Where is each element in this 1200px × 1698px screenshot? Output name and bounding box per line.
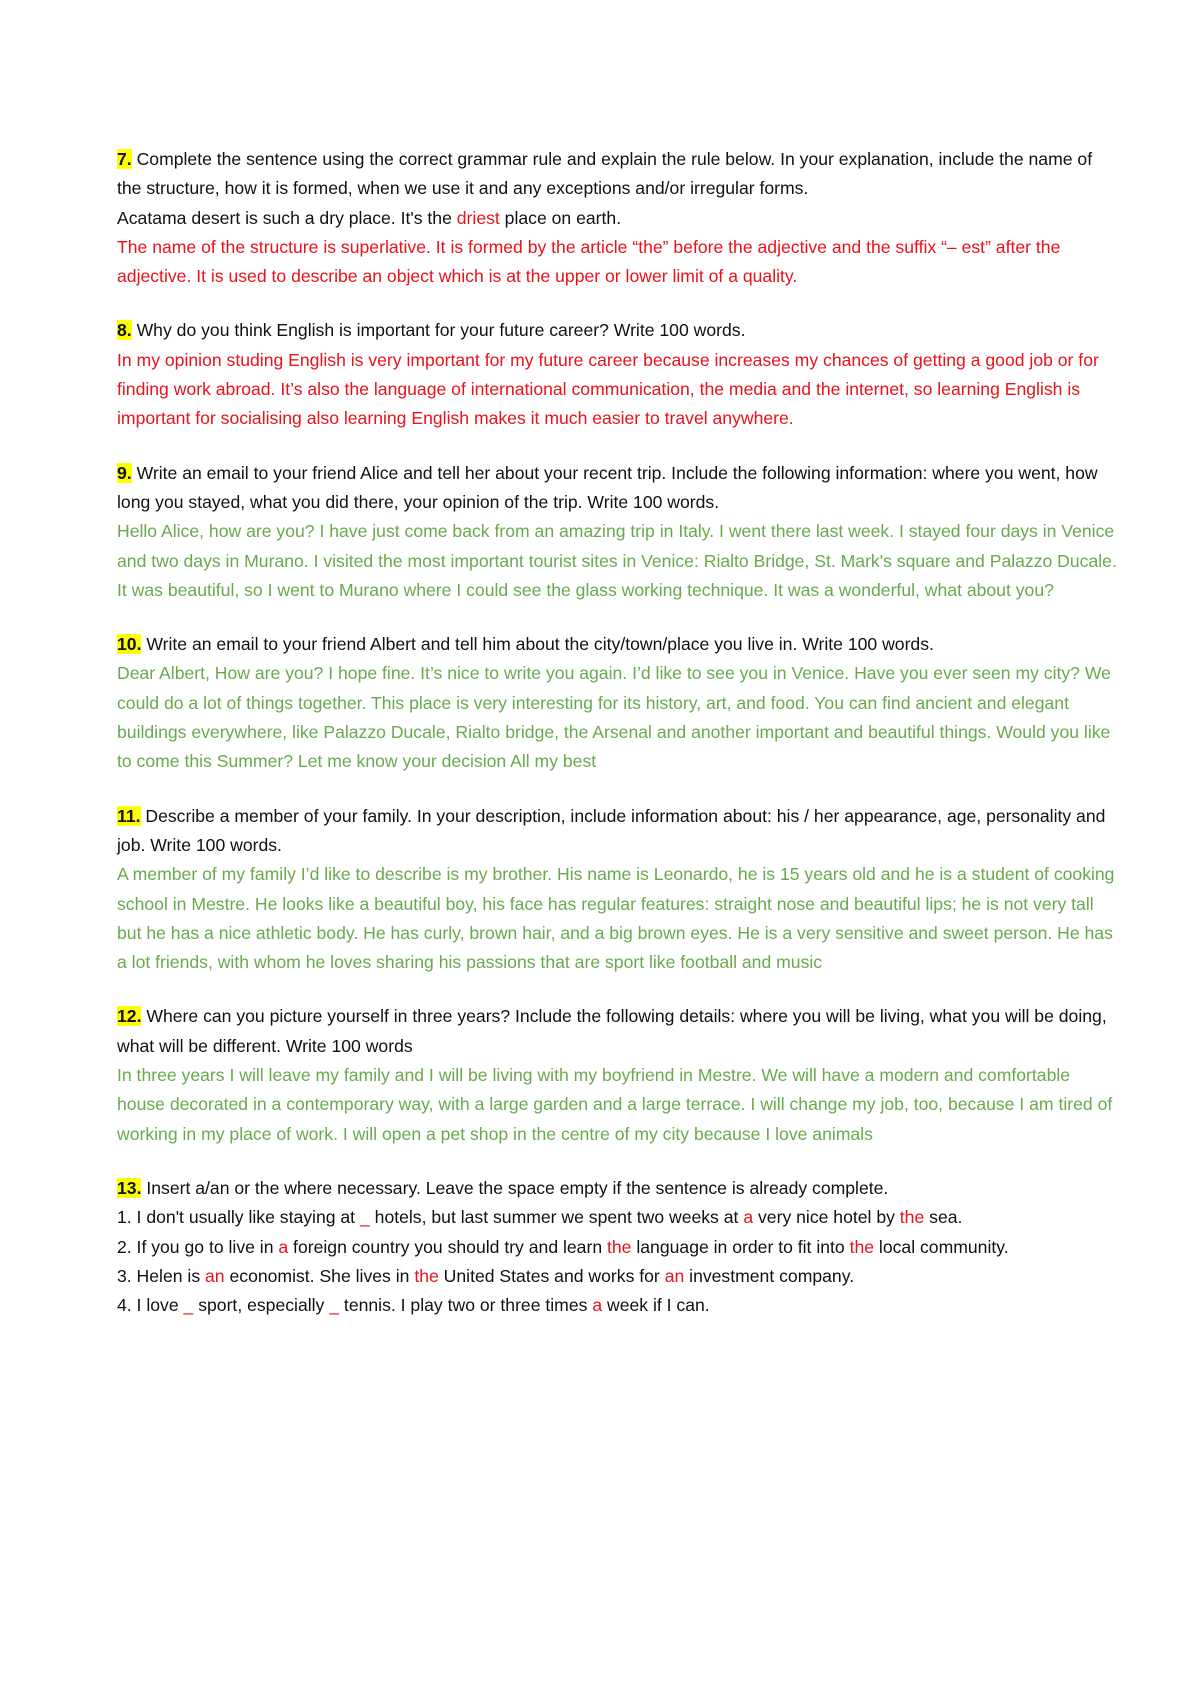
- question-7: [117, 145, 1120, 291]
- answer-word: the: [414, 1265, 439, 1286]
- question-8-answer: In my opinion studing English is very important for my future career because increases my chances of getting a good job or for finding work abroad. It’s also the language of international communication, the media and the internet, so learning English is important for socialising also learning English makes it much easier to travel anywhere.: [117, 349, 1099, 429]
- answer-word: an: [205, 1265, 225, 1286]
- prompt-text: Why do you think English is important for your future career? Write 100 words.: [136, 320, 746, 341]
- prompt-text: Write an email to your friend Albert and tell him about the city/town/place you live in. Write 100 words.: [146, 634, 934, 655]
- exercise-sentence-4: [117, 1291, 1120, 1320]
- sentence-text: sport, especially: [193, 1295, 330, 1316]
- sentence-text: 3. Helen is: [117, 1265, 206, 1286]
- question-8: [117, 316, 1120, 433]
- question-number: 11.: [117, 805, 141, 826]
- question-13-prompt: [117, 1174, 1120, 1203]
- prompt-text: Where can you picture yourself in three years? Include the following details: where you will be living, what you will be doing, what will be different. Write 100 words: [117, 1006, 1107, 1056]
- question-number: 9.: [117, 462, 132, 483]
- sentence-text: tennis. I play two or three times: [339, 1295, 593, 1316]
- answer-word: driest: [456, 207, 500, 228]
- exercise-sentence-2: [117, 1233, 1120, 1262]
- answer-word: an: [664, 1265, 685, 1286]
- question-7-answer: The name of the structure is superlative. It is formed by the article “the” before the adjective and the suffix “– est” after the adjective. It is used to describe an object which is at the upper or lower limit of a quality.: [117, 236, 1061, 287]
- answer-word: _: [359, 1207, 370, 1228]
- question-7-sentence: [117, 204, 1120, 233]
- sentence-text: hotels, but last summer we spent two weeks at: [369, 1207, 744, 1228]
- sentence-text: 1. I don't usually like staying at: [117, 1207, 360, 1228]
- question-10-prompt: [117, 630, 1120, 659]
- sentence-text: place on earth.: [499, 207, 622, 228]
- prompt-text: Describe a member of your family. In your description, include information about: his / her appearance, age, personality and job. Write 100 words.: [117, 805, 1106, 855]
- question-number: 8.: [117, 320, 132, 341]
- answer-word: the: [607, 1236, 632, 1257]
- answer-word: a: [278, 1236, 289, 1257]
- prompt-text: Insert a/an or the where necessary. Leave the space empty if the sentence is already complete.: [146, 1177, 889, 1198]
- question-number: 7.: [117, 149, 132, 169]
- exercise-sentence-3: [117, 1262, 1120, 1291]
- sentence-text: United States and works for: [438, 1265, 665, 1286]
- question-12-prompt: [117, 1002, 1120, 1061]
- answer-word: _: [183, 1295, 194, 1316]
- question-9: [117, 459, 1120, 605]
- question-number: 13.: [117, 1177, 142, 1198]
- prompt-text: Write an email to your friend Alice and tell her about your recent trip. Include the following information: where you went, how long you stayed, what you did there, your opinion of the trip. Write 100 words.: [117, 462, 1098, 512]
- sentence-text: local community.: [874, 1236, 1009, 1257]
- exercise-sentence-1: [117, 1203, 1120, 1232]
- sentence-text: 2. If you go to live in: [117, 1236, 279, 1257]
- question-7-prompt: [117, 145, 1120, 204]
- sentence-text: very nice hotel by: [753, 1207, 900, 1228]
- question-12: [117, 1002, 1120, 1148]
- question-11: [117, 802, 1120, 978]
- sentence-text: 4. I love: [117, 1295, 184, 1316]
- sentence-text: investment company.: [684, 1265, 855, 1286]
- sentence-text: week if I can.: [602, 1295, 710, 1316]
- answer-word: a: [592, 1295, 603, 1316]
- question-number: 10.: [117, 634, 142, 655]
- answer-word: a: [743, 1207, 754, 1228]
- sentence-text: foreign country you should try and learn: [288, 1236, 607, 1257]
- question-11-prompt: [117, 802, 1120, 861]
- answer-word: the: [849, 1236, 875, 1257]
- question-10: [117, 630, 1120, 776]
- question-13: [117, 1174, 1120, 1320]
- question-number: 12.: [117, 1006, 142, 1027]
- sentence-text: sea.: [924, 1207, 963, 1228]
- sentence-text: economist. She lives in: [224, 1265, 415, 1286]
- question-9-prompt: [117, 459, 1120, 518]
- answer-word: the: [899, 1207, 925, 1228]
- sentence-text: language in order to fit into: [631, 1236, 850, 1257]
- prompt-text: Complete the sentence using the correct grammar rule and explain the rule below. In your explanation, include the name of the structure, how it is formed, when we use it and any exceptions and/or irregular forms.: [117, 149, 1093, 199]
- question-11-answer: A member of my family I’d like to describe is my brother. His name is Leonardo, he is 15 years old and he is a student of cooking school in Mestre. He looks like a beautiful boy, his face has regular features: straight nose and beautiful lips; he is not very tall but he has a nice athletic body. He has curly, brown hair, and a big brown eyes. He is a very sensitive and sweet person. He has a lot friends, with whom he loves sharing his passions that are sport like football and music: [117, 864, 1115, 973]
- question-12-answer: In three years I will leave my family and I will be living with my boyfriend in Mestre. We will have a modern and comfortable house decorated in a contemporary way, with a large garden and a large terrace. I will change my job, too, because I am tired of working in my place of work. I will open a pet shop in the centre of my city because I love animals: [117, 1065, 1113, 1144]
- question-10-answer: Dear Albert, How are you? I hope fine. It’s nice to write you again. I’d like to see you in Venice. Have you ever seen my city? We could do a lot of things together. This place is very interesting for its history, art, and food. You can find ancient and elegant buildings everywhere, like Palazzo Ducale, Rialto bridge, the Arsenal and another important and beautiful things. Would you like to come this Summer? Let me know your decision All my best: [117, 663, 1111, 772]
- question-8-prompt: [117, 316, 1120, 345]
- question-9-answer: Hello Alice, how are you? I have just come back from an amazing trip in Italy. I went there last week. I stayed four days in Venice and two days in Murano. I visited the most important tourist sites in Venice: Rialto Bridge, St. Mark's square and Palazzo Ducale. It was beautiful, so I went to Murano where I could see the glass working technique. It was a wonderful, what about you?: [117, 521, 1117, 600]
- sentence-text: Acatama desert is such a dry place. It's the: [117, 207, 457, 228]
- answer-word: _: [329, 1295, 340, 1316]
